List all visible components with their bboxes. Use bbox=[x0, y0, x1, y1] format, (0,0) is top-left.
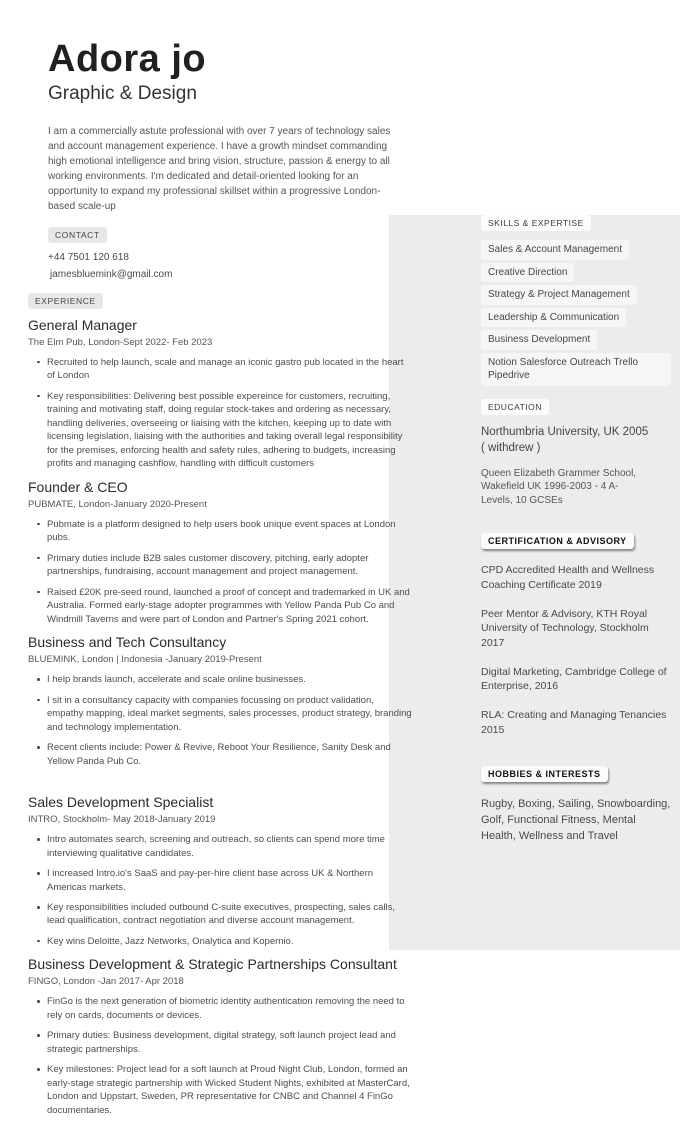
job-entry bbox=[28, 956, 412, 1117]
education-entry: Queen Elizabeth Grammer School, Wakefield UK 1996-2003 - 4 A-Levels, 10 GCSEs bbox=[481, 467, 637, 506]
phone-number: +44 7501 120 618 bbox=[48, 251, 129, 263]
job-entry bbox=[28, 794, 412, 948]
certification-section-badge: CERTIFICATION & ADVISORY bbox=[481, 533, 634, 549]
job-meta: BLUEMINK, London | Indonesia -January 2019-Present bbox=[28, 654, 262, 666]
job-bullet: Recent clients include: Power & Revive, Reboot Your Resilience, Sanity Desk and Yellow Panda Pub Co. bbox=[47, 741, 412, 768]
job-meta: INTRO, Stockholm- May 2018-January 2019 bbox=[28, 814, 216, 826]
experience-section-badge: EXPERIENCE bbox=[28, 293, 103, 309]
job-bullet: Recruited to help launch, scale and manage an iconic gastro pub located in the heart of London bbox=[47, 356, 412, 383]
job-title: General Manager bbox=[28, 316, 137, 333]
sidebar-column bbox=[481, 213, 673, 845]
job-bullet: Key responsibilities included outbound C-suite executives, prospecting, sales calls, lead qualification, contract negotiation and diverse account management. bbox=[47, 901, 412, 928]
job-title: Business and Tech Consultancy bbox=[28, 634, 227, 651]
skill-chip: Business Development bbox=[481, 330, 597, 350]
job-entry bbox=[28, 479, 412, 626]
job-bullet: Primary duties include B2B sales customer discovery, pitching, early adopter partnerships, fundraising, account management and project management. bbox=[47, 552, 412, 579]
resume-job-title: Graphic & Design bbox=[48, 82, 197, 104]
job-title: Sales Development Specialist bbox=[28, 794, 214, 811]
job-bullet: Intro automates search, screening and outreach, so clients can spend more time interviewing qualitative candidates. bbox=[47, 833, 412, 860]
certification-entry: RLA: Creating and Managing Tenancies 2015 bbox=[481, 709, 667, 736]
skill-chip: Sales & Account Management bbox=[481, 240, 629, 260]
resume-name: Adora jo bbox=[48, 38, 207, 80]
skill-chip: Notion Salesforce Outreach Trello Pipedrive bbox=[481, 353, 671, 386]
job-meta: The Elm Pub, London-Sept 2022- Feb 2023 bbox=[28, 336, 213, 348]
job-bullet: FinGo is the next generation of biometric identity authentication removing the need to rely on cards, documents or devices. bbox=[47, 995, 412, 1022]
certification-entry: Peer Mentor & Advisory, KTH Royal University of Technology, Stockholm 2017 bbox=[481, 607, 649, 649]
job-bullet: Key responsibilities: Delivering best possible expereince for customers, recruiting, training and motivating staff, doing regular stock-takes and ordering as necessary, handling deliveries, overseeing or liaising with the kitchen, keeping up to date with licensing legislation, liaising with the authorities and taking overall legal responsibility for the premises, enforcing health and safety rules, adhering to budgets, increasing profits and managing cashflow, handling with difficult customers bbox=[47, 390, 412, 471]
email-address: jamesbluemink@gmail.com bbox=[50, 268, 173, 280]
job-bullet-list bbox=[28, 518, 412, 626]
job-entry bbox=[28, 317, 412, 471]
skill-chip: Creative Direction bbox=[481, 263, 574, 283]
job-title: Business Development & Strategic Partnerships Consultant bbox=[28, 956, 397, 973]
job-meta: FINGO, London -Jan 2017- Apr 2018 bbox=[28, 976, 184, 988]
job-bullet-list bbox=[28, 995, 412, 1117]
job-bullet: Pubmate is a platform designed to help users book unique event spaces at London pubs. bbox=[47, 518, 412, 545]
job-bullet-list bbox=[28, 356, 412, 471]
hobbies-text: Rugby, Boxing, Sailing, Snowboarding, Golf, Functional Fitness, Mental Health, Wellness and Travel bbox=[481, 798, 671, 843]
skills-chip-list bbox=[481, 240, 673, 386]
job-entry bbox=[28, 634, 412, 768]
education-entry: Northumbria University, UK 2005 ( withdrew ) bbox=[481, 425, 649, 454]
job-bullet: Key wins Deloitte, Jazz Networks, Onalytica and Kopernio. bbox=[47, 935, 412, 948]
certification-entry: CPD Accredited Health and Wellness Coaching Certificate 2019 bbox=[481, 564, 655, 591]
skills-section-badge: SKILLS & EXPERTISE bbox=[481, 215, 591, 231]
job-bullet: I help brands launch, accelerate and scale online businesses. bbox=[47, 673, 412, 686]
certification-entry: Digital Marketing, Cambridge College of Enterprise, 2016 bbox=[481, 665, 667, 693]
job-bullet-list bbox=[28, 673, 412, 768]
skill-chip: Strategy & Project Management bbox=[481, 285, 637, 305]
job-meta: PUBMATE, London-January 2020-Present bbox=[28, 498, 207, 510]
job-title: Founder & CEO bbox=[28, 478, 128, 495]
job-bullet: Primary duties: Business development, digital strategy, soft launch project lead and strategic partnerships. bbox=[47, 1029, 412, 1056]
job-bullet-list bbox=[28, 833, 412, 948]
summary-text: I am a commercially astute professional with over 7 years of technology sales and account management experience. I have a growth mindset commanding high emotional intelligence and bring vision, structure, passion & energy to all working environments. I'm dedicated and detail-oriented looking for an opportunity to expand my professional skillset within a progressive London-based scale-up bbox=[48, 125, 391, 212]
job-bullet: I increased Intro.io's SaaS and pay-per-hire client base across UK & Northern Americas markets. bbox=[47, 867, 412, 894]
education-section-badge: EDUCATION bbox=[481, 399, 549, 415]
hobbies-section-badge: HOBBIES & INTERESTS bbox=[481, 766, 608, 782]
job-bullet: Key milestones: Project lead for a soft launch at Proud Night Club, London, formed an early-stage strategic partnership with Wicked Student Nights, exhibited at MasterCard, London and Uppstart, Sweden, PR representative for CNBC and Channel 4 FinGo documentaries. bbox=[47, 1063, 412, 1117]
skill-chip: Leadership & Communication bbox=[481, 308, 626, 328]
job-bullet: I sit in a consultancy capacity with companies focussing on product validation, empathy mapping, ideal market segments, sales processes, product strategy, branding and technology implementation. bbox=[47, 694, 412, 733]
main-column bbox=[28, 40, 412, 1124]
contact-section-badge: CONTACT bbox=[48, 227, 107, 243]
job-bullet: Raised £20K pre-seed round, launched a proof of concept and trademarked in UK and Australia. Formed early-stage adopter programmes with Yellow Panda Pub Co and Windmill Taverns and were part of London and Partner's Spring 2021 cohort. bbox=[47, 586, 412, 626]
